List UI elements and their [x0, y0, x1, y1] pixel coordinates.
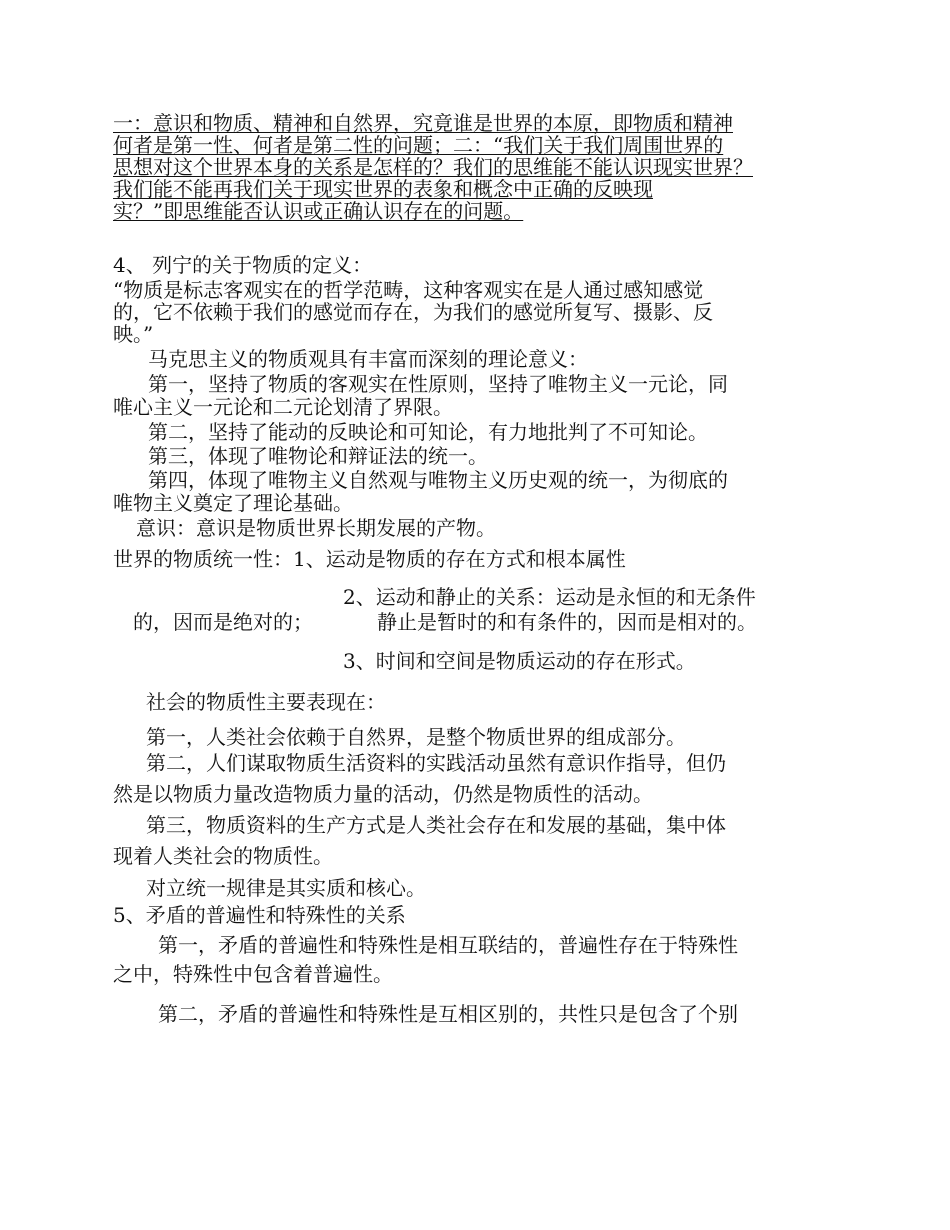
intro-line: 实？”即思维能否认识或正确认识存在的问题。 [113, 199, 524, 223]
social-point: 然是以物质力量改造物质力量的活动，仍然是物质性的活动。 [113, 782, 653, 806]
significance-point: 第四，体现了唯物主义自然观与唯物主义历史观的统一，为彻底的 [148, 468, 728, 492]
significance-intro: 马克思主义的物质观具有丰富而深刻的理论意义： [148, 347, 588, 371]
significance-point: 第三，体现了唯物论和辩证法的统一。 [148, 444, 488, 468]
law-core-line: 对立统一规律是其实质和核心。 [146, 876, 426, 900]
social-point: 第二，人们谋取物质生活资料的实践活动虽然有意识作指导，但仍 [146, 751, 726, 775]
intro-line: 何者是第一性、何者是第二性的问题；二：“我们关于我们周围世界的 [113, 133, 724, 157]
significance-point: 唯物主义奠定了理论基础。 [113, 491, 353, 515]
intro-line: 我们能不能再我们关于现实世界的表象和概念中正确的反映现 [113, 177, 653, 201]
unity-item: 2、运动和静止的关系：运动是永恒的和无条件 [343, 585, 756, 609]
significance-point: 第一，坚持了物质的客观实在性原则，坚持了唯物主义一元论，同 [148, 372, 728, 396]
unity-item: 世界的物质统一性：1、运动是物质的存在方式和根本属性 [113, 547, 626, 571]
unity-item: 3、时间和空间是物质运动的存在形式。 [343, 649, 696, 673]
definition-line: 映。” [113, 322, 154, 346]
social-point: 第一，人类社会依赖于自然界，是整个物质世界的组成部分。 [146, 725, 686, 749]
unity-item: 的，因而是绝对的； [133, 610, 313, 634]
intro-line: 一：意识和物质、精神和自然界，究竟谁是世界的本原，即物质和精神 [113, 111, 733, 135]
section-4-heading: 4、 列宁的关于物质的定义： [113, 253, 373, 277]
definition-line: “物质是标志客观实在的哲学范畴，这种客观实在是人通过感知感觉 [113, 278, 704, 302]
definition-line: 的，它不依赖于我们的感觉而存在，为我们的感觉所复写、摄影、反 [113, 300, 713, 324]
contradiction-point: 第一，矛盾的普遍性和特殊性是相互联结的，普遍性存在于特殊性 [158, 933, 738, 957]
significance-point: 唯心主义一元论和二元论划清了界限。 [113, 395, 453, 419]
consciousness-line: 意识：意识是物质世界长期发展的产物。 [136, 516, 496, 540]
social-intro: 社会的物质性主要表现在： [146, 690, 386, 714]
social-point: 第三，物质资料的生产方式是人类社会存在和发展的基础，集中体 [146, 813, 726, 837]
contradiction-point: 第二，矛盾的普遍性和特殊性是互相区别的，共性只是包含了个别 [158, 1002, 738, 1026]
intro-line: 思想对这个世界本身的关系是怎样的？我们的思维能不能认识现实世界？ [113, 155, 753, 179]
social-point: 现着人类社会的物质性。 [113, 844, 333, 868]
significance-point: 第二，坚持了能动的反映论和可知论，有力地批判了不可知论。 [148, 420, 708, 444]
section-5-heading: 5、矛盾的普遍性和特殊性的关系 [113, 903, 406, 927]
contradiction-point: 之中，特殊性中包含着普遍性。 [113, 962, 393, 986]
unity-item: 静止是暂时的和有条件的，因而是相对的。 [377, 610, 757, 634]
